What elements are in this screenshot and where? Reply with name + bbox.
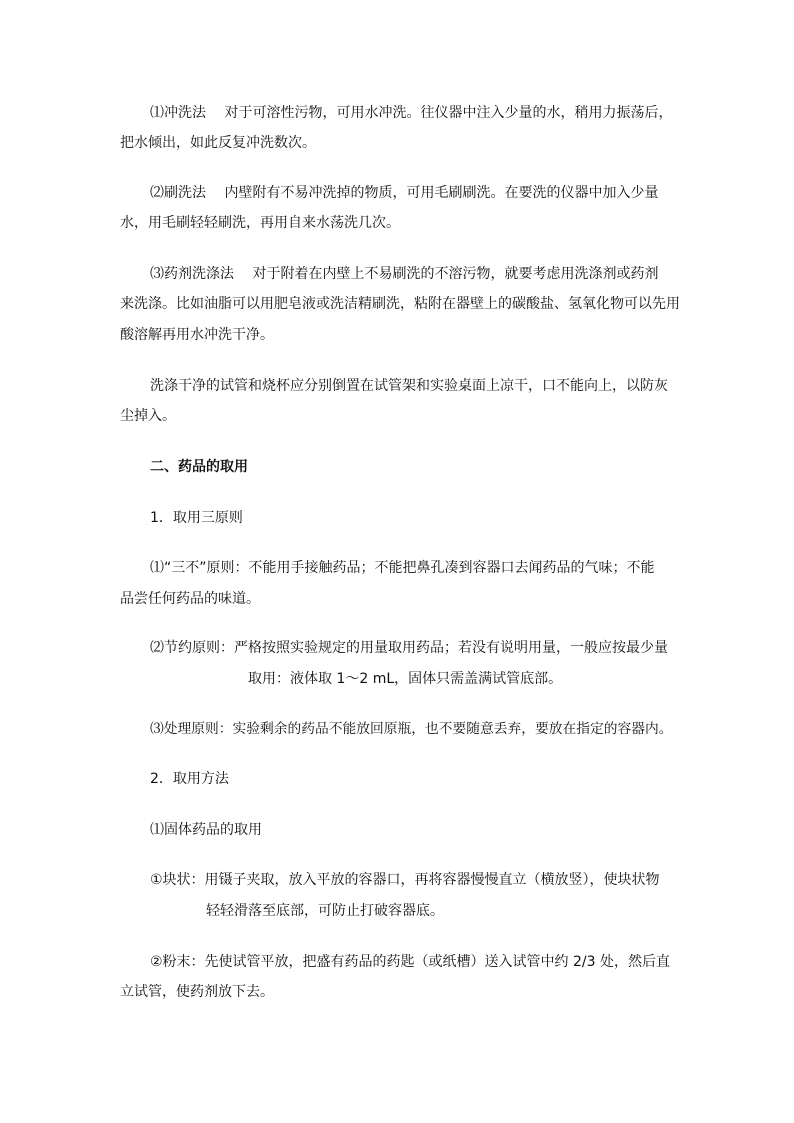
text-line: 水，用毛刷轻轻刷洗，再用自来水荡洗几次。: [120, 215, 400, 231]
text-line: 来洗涤。比如油脂可以用肥皂液或洗洁精刷洗，粘附在器壁上的碳酸盐、氢氧化物可以先用: [120, 296, 680, 312]
text-line: 尘掉入。: [120, 408, 176, 424]
text-line: ⑴冲洗法 对于可溶性污物，可用水冲洗。往仪器中注入少量的水，稍用力振荡后，: [150, 105, 673, 121]
text-line: 洗涤干净的试管和烧杯应分别倒置在试管架和实验桌面上凉干，口不能向上，以防灰: [150, 378, 668, 394]
section-heading: 二、药品的取用: [150, 459, 248, 475]
text-line: 酸溶解再用水冲洗干净。: [120, 327, 274, 343]
text-line: ①块状：用镊子夹取，放入平放的容器口，再将容器慢慢直立（横放竖），使块状物: [150, 872, 660, 888]
subsection-heading: 2．取用方法: [150, 771, 229, 787]
text-line: 把水倾出，如此反复冲洗数次。: [120, 135, 316, 151]
text-line: 取用：液体取 1～2 mL，固体只需盖满试管底部。: [248, 671, 563, 687]
text-line: ⑶药剂洗涤法 对于附着在内壁上不易刷洗的不溶污物，就要考虑用洗涤剂或药剂: [150, 266, 659, 282]
text-line: 品尝任何药品的味道。: [120, 591, 260, 607]
subsection-heading: 1．取用三原则: [150, 510, 243, 526]
text-line: ⑴“三不”原则：不能用手接触药品；不能把鼻孔凑到容器口去闻药品的气味；不能: [150, 560, 655, 576]
text-line: 轻轻滑落至底部，可防止打破容器底。: [206, 903, 444, 919]
text-line: ⑵刷洗法 内壁附有不易冲洗掉的物质，可用毛刷刷洗。在要洗的仪器中加入少量: [150, 185, 659, 201]
text-line: ⑶处理原则：实验剩余的药品不能放回原瓶，也不要随意丢弃，要放在指定的容器内。: [150, 721, 673, 737]
text-line: ⑴固体药品的取用: [150, 822, 262, 838]
text-line: ⑵节约原则：严格按照实验规定的用量取用药品；若没有说明用量，一般应按最少量: [150, 640, 668, 656]
text-line: ②粉末：先使试管平放，把盛有药品的药匙（或纸槽）送入试管中约 2/3 处，然后直: [150, 954, 670, 970]
text-line: 立试管，使药剂放下去。: [120, 984, 274, 1000]
